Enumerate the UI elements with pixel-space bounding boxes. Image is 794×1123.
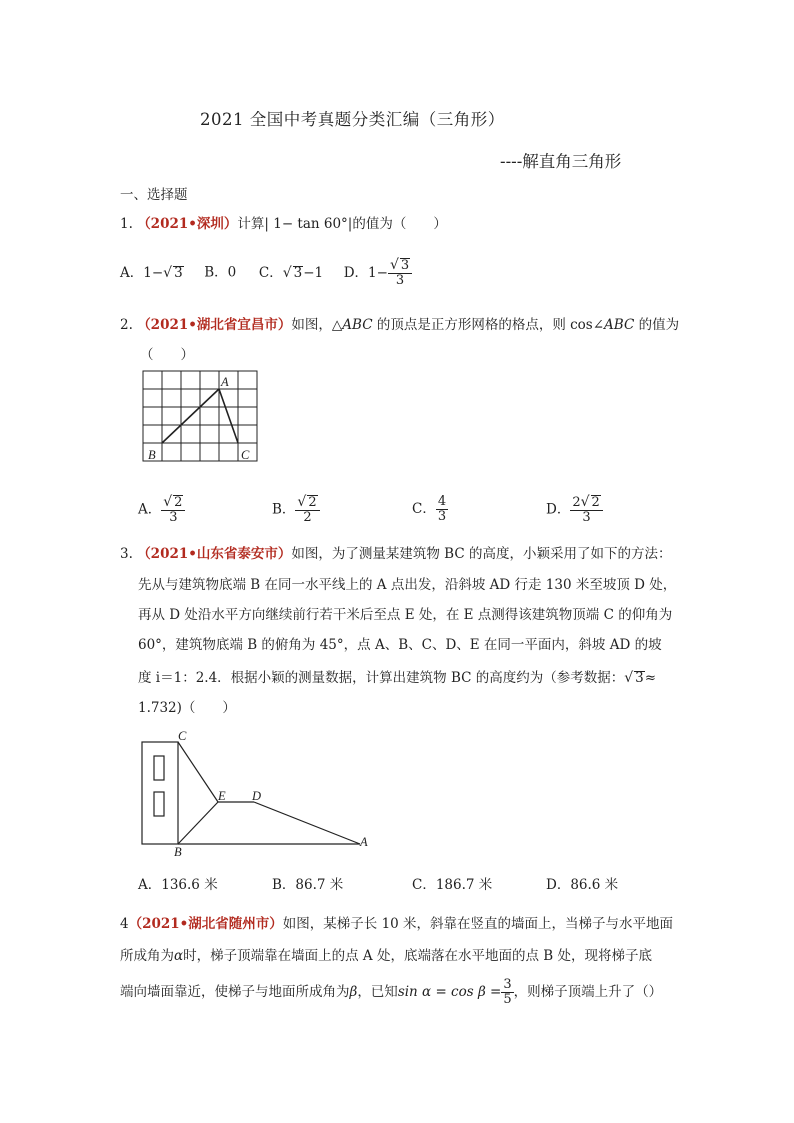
question-1 xyxy=(120,212,447,232)
point-label-a: A xyxy=(360,835,368,849)
option-a[interactable]: A．136.6 米 xyxy=(138,877,218,893)
option-a[interactable]: A．1−√ 3 xyxy=(120,264,183,281)
question-source: （2021•山东省泰安市） xyxy=(137,546,292,562)
question-number: 3. xyxy=(120,546,133,562)
question-4-line: 所成角为α时，梯子顶端靠在墙面上的点 A 处，底端落在水平地面的点 B 处，现将梯子底 xyxy=(120,948,652,964)
page-subtitle: ----解直角三角形 xyxy=(500,152,622,171)
question-number: 1. xyxy=(120,216,133,232)
section-heading: 一、选择题 xyxy=(120,187,188,203)
question-source: （2021•湖北省随州市） xyxy=(128,916,283,932)
question-source: （2021•湖北省宜昌市） xyxy=(137,317,292,333)
math-expression: | 1− tan 60°| xyxy=(264,216,353,232)
option-c[interactable]: C．186.7 米 xyxy=(412,877,493,893)
vertex-label-c: C xyxy=(241,448,250,462)
question-4: 4（2021•湖北省随州市）如图，某梯子长 10 米，斜靠在竖直的墙面上，当梯子与水平地面 xyxy=(120,916,674,932)
question-text: 的值为（ ） xyxy=(352,216,447,232)
option-a[interactable]: A． $\frac{√ 2}{3}$ xyxy=(138,495,185,525)
point-label-e: E xyxy=(218,789,226,803)
grid-triangle-figure xyxy=(138,366,262,468)
question-2: 2. （2021•湖北省宜昌市）如图，△ABC 的顶点是正方形网格的格点，则 cos∠ABC 的值为 xyxy=(120,317,680,333)
question-4-line: 端向墙面靠近，使梯子与地面所成角为β，已知sin α = cos β = $\frac{3}{5}$ ，则梯子顶端上升了（） xyxy=(120,977,663,1007)
building-slope-figure xyxy=(136,726,376,858)
question-number: 4 xyxy=(120,916,129,932)
question-3-line: 60°，建筑物底端 B 的俯角为 45°，点 A、B、C、D、E 在同一平面内，斜坡 AD 的坡 xyxy=(138,637,662,653)
answer-paren: （ ） xyxy=(140,347,194,363)
option-b[interactable]: B．0 xyxy=(204,264,237,281)
point-label-d: D xyxy=(252,789,262,803)
option-c[interactable]: C．√ 3−1 xyxy=(258,264,324,281)
option-c[interactable]: C． $\frac{4}{3}$ xyxy=(412,494,447,524)
point-label-c: C xyxy=(178,729,187,743)
question-3-line: 度 i＝1：2.4．根据小颖的测量数据，计算出建筑物 BC 的高度约为（参考数据：√ 3≈ xyxy=(138,670,657,686)
question-number: 2. xyxy=(120,317,133,333)
vertex-label-b: B xyxy=(148,448,156,462)
question-3-line: 先从与建筑物底端 B 在同一水平线上的 A 点出发，沿斜坡 AD 行走 130 米至坡顶 D 处， xyxy=(138,577,677,593)
option-b[interactable]: B． $\frac{√ 2}{2}$ xyxy=(272,495,320,525)
question-source: （2021•深圳） xyxy=(137,216,238,232)
option-b[interactable]: B．86.7 米 xyxy=(272,877,344,893)
option-d[interactable]: D． $\frac{2√ 2}{3}$ xyxy=(546,495,603,525)
question-3-line: 1.732)（ ） xyxy=(138,700,236,716)
option-d[interactable]: D．1− $\frac{√ 3}{3}$ xyxy=(344,265,412,281)
page-title: 2021 全国中考真题分类汇编（三角形） xyxy=(200,110,505,129)
question-1-options xyxy=(120,258,412,288)
point-label-b: B xyxy=(174,845,182,858)
vertex-label-a: A xyxy=(221,375,229,389)
question-3: 3. （2021•山东省泰安市）如图，为了测量某建筑物 BC 的高度，小颖采用了如下的方法： xyxy=(120,546,672,562)
question-3-line: 再从 D 处沿水平方向继续前行若干米后至点 E 处，在 E 点测得该建筑物顶端 C 的仰角为 xyxy=(138,607,673,623)
option-d[interactable]: D．86.6 米 xyxy=(546,877,619,893)
question-text: 计算 xyxy=(237,216,265,232)
